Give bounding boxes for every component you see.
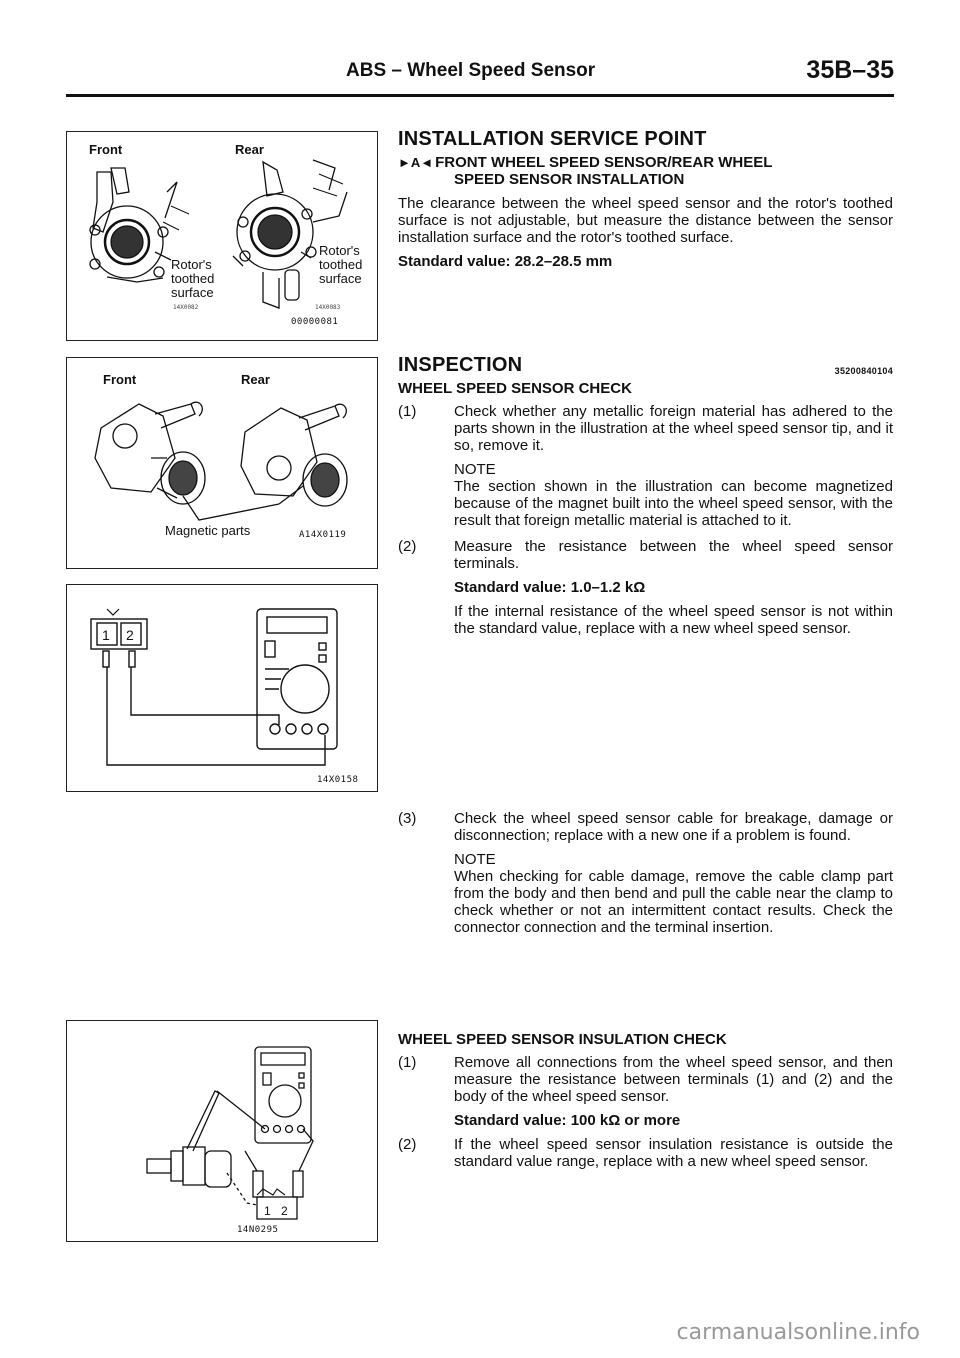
insulation-step-1: (1) Remove all connections from the wheel speed sensor, and then measure the resistance between terminals (1) and (2) and the body of the wheel speed sensor. xyxy=(398,1054,893,1105)
inspection-code: 35200840104 xyxy=(834,366,893,376)
front-label: Front xyxy=(103,372,137,387)
svg-text:2: 2 xyxy=(126,627,134,643)
front-label: Front xyxy=(89,142,123,157)
page-header xyxy=(66,56,894,97)
installation-section xyxy=(398,128,893,270)
figure-magnetic-parts xyxy=(66,357,378,569)
note-text: The section shown in the illustration can become magnetized because of the magnet built into the wheel speed sensor, with the result that foreign metallic material is attached to it. xyxy=(454,478,893,529)
figure-rotor-toothed-surface xyxy=(66,131,378,341)
cable-check-section xyxy=(398,810,893,936)
installation-standard-value: Standard value: 28.2–28.5 mm xyxy=(398,253,613,270)
insulation-check-illustration xyxy=(67,1021,377,1241)
installation-body: The clearance between the wheel speed sensor and the rotor's toothed surface is not adjustable, but measure the distance between the sensor installation surface and the rotor's toothed surface. xyxy=(398,195,893,246)
resistance-instruction: If the internal resistance of the wheel speed sensor is not within the standard value, replace with a new wheel speed sensor. xyxy=(454,603,893,637)
watermark: carmanualsonline.info xyxy=(676,1320,920,1345)
rear-label: Rear xyxy=(241,372,270,387)
note-text: When checking for cable damage, remove the cable clamp part from the body and then bend and pull the cable near the clamp to check whether or not an intermittent contact results. Check the connector connection and the terminal insertion. xyxy=(454,868,893,936)
magnetic-parts-caption: Magnetic parts xyxy=(165,523,251,538)
inspection-step-3: (3) Check the wheel speed sensor cable for breakage, damage or disconnection; replace with a new one if a problem is found. xyxy=(398,810,893,844)
note-label: NOTE xyxy=(454,851,496,868)
figure-resistance-measurement xyxy=(66,584,378,792)
ohmmeter-connector-illustration xyxy=(67,585,377,791)
front-rotor-caption: Rotor's toothed surface xyxy=(171,257,215,300)
figure-insulation-check xyxy=(66,1020,378,1242)
insulation-section xyxy=(398,1031,893,1170)
front-subfig-code: 14X0082 xyxy=(173,304,199,311)
insulation-standard-value: Standard value: 100 kΩ or more xyxy=(454,1112,681,1129)
insulation-step-2: (2) If the wheel speed sensor insulation resistance is outside the standard value range, replace with a new wheel speed sensor. xyxy=(398,1136,893,1170)
service-point-marker: ►A◄ xyxy=(398,155,434,170)
installation-subheading-line1: FRONT WHEEL SPEED SENSOR/REAR WHEEL xyxy=(435,154,773,171)
inspection-step-2: (2) Measure the resistance between the wheel speed sensor terminals. xyxy=(398,538,893,572)
rear-label: Rear xyxy=(235,142,264,157)
inspection-step-1: (1) Check whether any metallic foreign material has adhered to the parts shown in the illustration at the wheel speed sensor tip, and it so, remove it. xyxy=(398,403,893,454)
resistance-standard-value: Standard value: 1.0–1.2 kΩ xyxy=(454,579,646,596)
rear-rotor-caption: Rotor's toothed surface xyxy=(319,243,363,286)
page-number: 35B–35 xyxy=(806,56,894,84)
figure-code: 14X0158 xyxy=(317,775,359,785)
sensor-check-subheading: WHEEL SPEED SENSOR CHECK xyxy=(398,380,632,397)
installation-subheading-line2: SPEED SENSOR INSTALLATION xyxy=(454,171,685,188)
figure-code: 00000081 xyxy=(291,317,339,327)
figure-code: 14N0295 xyxy=(237,1225,279,1235)
page-title: ABS – Wheel Speed Sensor xyxy=(346,60,596,81)
note-label: NOTE xyxy=(454,461,496,478)
inspection-heading: INSPECTION xyxy=(398,354,523,376)
figure-code: A14X0119 xyxy=(299,530,347,540)
inspection-section xyxy=(398,354,893,637)
installation-heading: INSTALLATION SERVICE POINT xyxy=(398,128,707,150)
rear-subfig-code: 14X0083 xyxy=(315,304,341,311)
svg-text:1: 1 xyxy=(102,627,110,643)
installation-subheading xyxy=(398,154,893,171)
insulation-heading: WHEEL SPEED SENSOR INSULATION CHECK xyxy=(398,1031,727,1048)
svg-text:1: 1 xyxy=(264,1204,271,1218)
svg-text:2: 2 xyxy=(281,1204,288,1218)
